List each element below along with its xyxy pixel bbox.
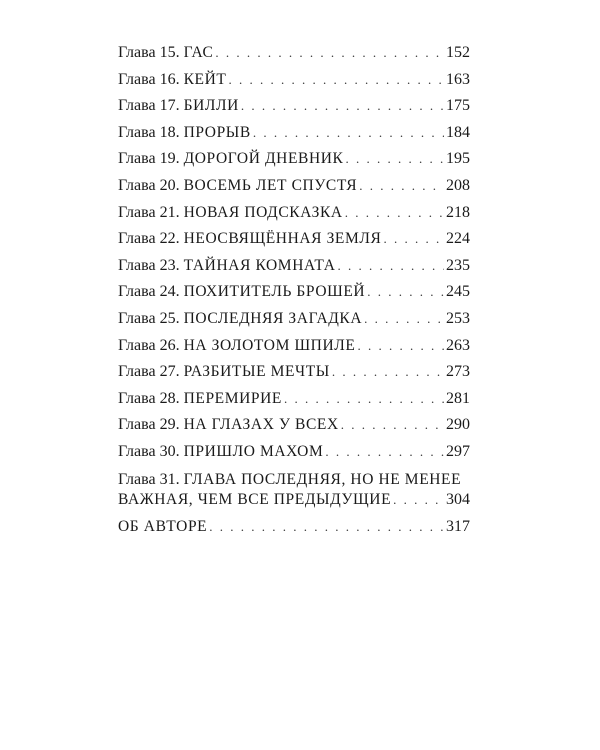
toc-entry-21[interactable] <box>118 200 470 227</box>
toc-entry-20[interactable] <box>118 173 470 200</box>
dot-leader <box>367 279 444 306</box>
chapter-number: Глава 30. <box>118 442 180 460</box>
toc-entry-24[interactable] <box>118 279 470 306</box>
chapter-title: ПОХИТИТЕЛЬ БРОШЕЙ <box>183 283 366 301</box>
toc-entry-29[interactable] <box>118 412 470 439</box>
chapter-title: НОВАЯ ПОДСКАЗКА <box>183 203 343 221</box>
page-number: 290 <box>446 416 470 434</box>
chapter-number: Глава 28. <box>118 389 180 407</box>
page-number: 208 <box>446 176 470 194</box>
dot-leader <box>393 490 444 510</box>
chapter-number: Глава 20. <box>118 176 180 194</box>
toc-entry-18[interactable] <box>118 120 470 147</box>
toc-entry-27[interactable] <box>118 359 470 386</box>
chapter-title: НА ГЛАЗАХ У ВСЕХ <box>183 416 339 434</box>
chapter-number: Глава 27. <box>118 363 180 381</box>
dot-leader <box>341 412 444 439</box>
chapter-number: Глава 26. <box>118 336 180 354</box>
chapter-title: КЕЙТ <box>183 70 227 88</box>
dot-leader <box>338 253 444 280</box>
page-number: 224 <box>446 230 470 248</box>
chapter-number: Глава 22. <box>118 230 180 248</box>
page-number: 152 <box>446 44 470 61</box>
chapter-title: ПРОРЫВ <box>183 123 251 141</box>
page-number: 304 <box>446 490 470 508</box>
page-number: 163 <box>446 70 470 88</box>
toc-entry-30[interactable] <box>118 439 470 466</box>
page-number: 218 <box>446 203 470 221</box>
chapter-number: Глава 18. <box>118 123 180 141</box>
dot-leader <box>345 146 444 173</box>
chapter-number: Глава 19. <box>118 150 180 168</box>
chapter-number: Глава 25. <box>118 309 180 327</box>
dot-leader <box>332 359 444 386</box>
page-number: 281 <box>446 389 470 407</box>
chapter-title: НЕОСВЯЩЁННАЯ ЗЕМЛЯ <box>183 230 382 248</box>
page-number: 195 <box>446 150 470 168</box>
chapter-title: ТАЙНАЯ КОМНАТА <box>183 256 336 274</box>
page-number: 297 <box>446 442 470 460</box>
dot-leader <box>357 333 444 360</box>
toc-entry-17[interactable] <box>118 93 470 120</box>
dot-leader <box>253 120 444 147</box>
table-of-contents <box>118 40 470 540</box>
dot-leader <box>359 173 444 200</box>
page-number: 245 <box>446 283 470 301</box>
dot-leader <box>284 386 444 413</box>
page-number: 317 <box>446 517 470 535</box>
chapter-title: ПЕРЕМИРИЕ <box>183 389 282 407</box>
page-number: 235 <box>446 256 470 274</box>
chapter-title: ДОРОГОЙ ДНЕВНИК <box>183 150 344 168</box>
chapter-title: ВОСЕМЬ ЛЕТ СПУСТЯ <box>183 176 358 194</box>
chapter-number: Глава 29. <box>118 416 180 434</box>
chapter-number: Глава 15. <box>118 44 180 61</box>
dot-leader <box>345 200 444 227</box>
toc-entry-23[interactable] <box>118 253 470 280</box>
chapter-number: Глава 23. <box>118 256 180 274</box>
toc-entry-about-author[interactable] <box>118 514 470 541</box>
dot-leader <box>383 226 444 253</box>
dot-leader <box>325 439 444 466</box>
dot-leader <box>209 514 444 541</box>
about-author-title: ОБ АВТОРЕ <box>118 517 208 535</box>
page-number: 263 <box>446 336 470 354</box>
chapter-title: БИЛЛИ <box>183 97 239 115</box>
toc-entry-19[interactable] <box>118 146 470 173</box>
page-number: 253 <box>446 309 470 327</box>
chapter-number: Глава 21. <box>118 203 180 221</box>
page-number: 273 <box>446 363 470 381</box>
chapter-title-line2: ВАЖНАЯ, ЧЕМ ВСЕ ПРЕДЫДУЩИЕ <box>118 490 392 508</box>
page-number: 175 <box>446 97 470 115</box>
toc-entry-26[interactable] <box>118 333 470 360</box>
toc-entry-25[interactable] <box>118 306 470 333</box>
toc-entry-16[interactable] <box>118 67 470 94</box>
chapter-number: Глава 24. <box>118 283 180 301</box>
dot-leader <box>215 40 444 67</box>
chapter-number: Глава 16. <box>118 70 180 88</box>
chapter-title: ГАС <box>183 44 214 61</box>
chapter-title: ПРИШЛО МАХОМ <box>183 442 324 460</box>
chapter-title: ПОСЛЕДНЯЯ ЗАГАДКА <box>183 309 363 327</box>
page-number: 184 <box>446 123 470 141</box>
toc-entry-15[interactable] <box>118 40 470 67</box>
chapter-title: РАЗБИТЫЕ МЕЧТЫ <box>183 363 330 381</box>
chapter-number: Глава 17. <box>118 97 180 115</box>
chapter-title: НА ЗОЛОТОМ ШПИЛЕ <box>183 336 356 354</box>
chapter-number: Глава 31. <box>118 470 180 488</box>
dot-leader <box>364 306 444 333</box>
toc-entry-28[interactable] <box>118 386 470 413</box>
dot-leader <box>228 67 444 94</box>
chapter-title-line1: ГЛАВА ПОСЛЕДНЯЯ, НО НЕ МЕНЕЕ <box>183 470 462 488</box>
toc-entry-22[interactable] <box>118 226 470 253</box>
toc-entry-31[interactable] <box>118 466 470 514</box>
dot-leader <box>241 93 444 120</box>
